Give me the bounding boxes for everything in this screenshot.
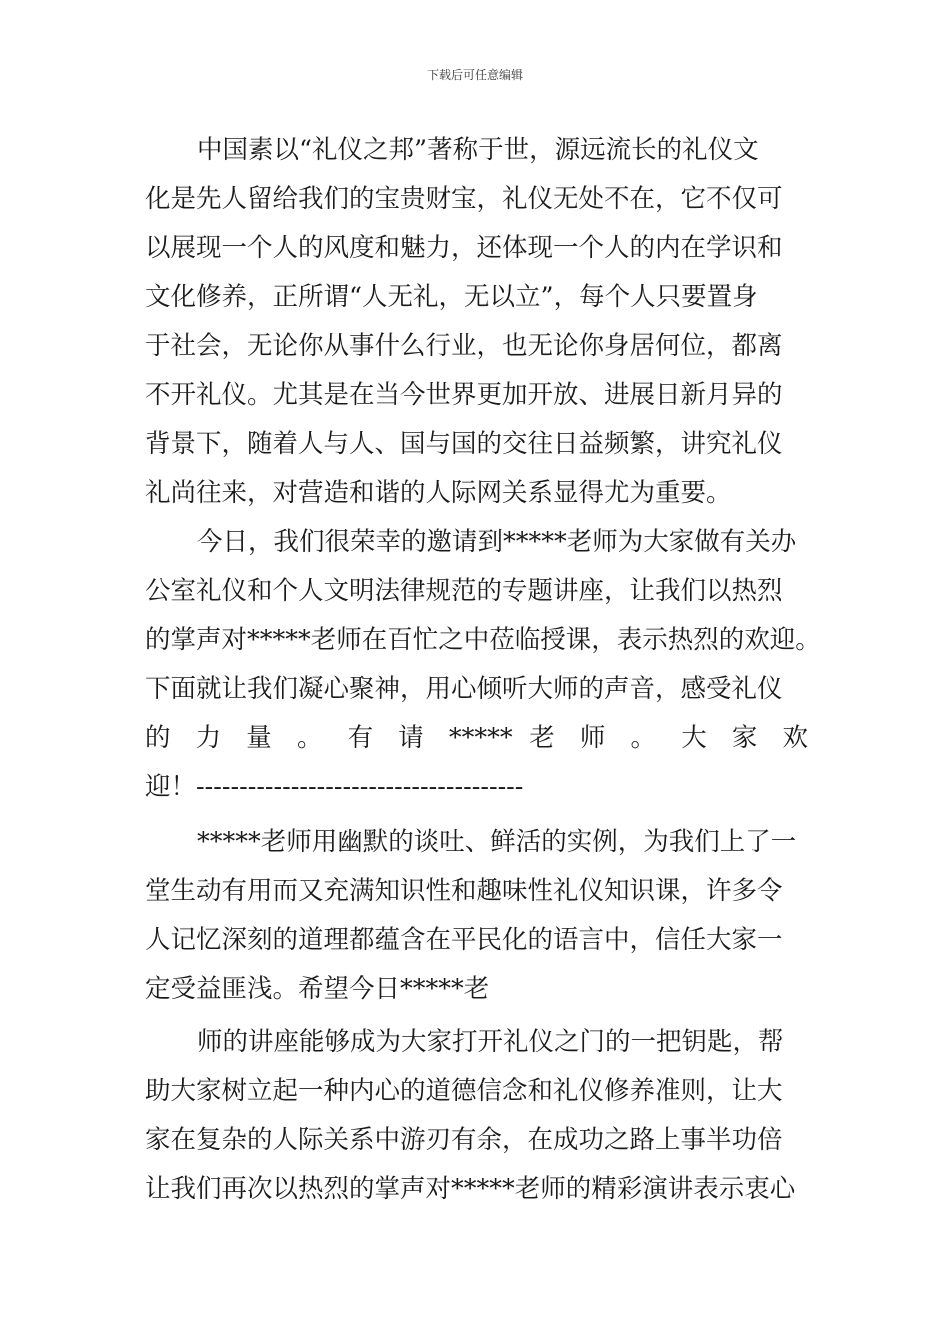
paragraph-3 bbox=[145, 818, 808, 1014]
text-line: 背景下，随着人与人、国与国的交往日益频繁，讲究礼仪 bbox=[145, 429, 783, 459]
text-line: 堂生动有用而又充满知识性和趣味性礼仪知识课，许多令 bbox=[145, 876, 783, 906]
paragraph-1 bbox=[145, 126, 808, 518]
text-line: 师的讲座能够成为大家打开礼仪之门的一把钥匙，帮 bbox=[197, 1027, 784, 1057]
text-line: 家在复杂的人际关系中游刃有余，在成功之路上事半功倍 bbox=[145, 1125, 783, 1155]
text-line: 于社会，无论你从事什么行业，也无论你身居何位，都离 bbox=[145, 331, 783, 361]
text-line: 礼尚往来，对营造和谐的人际网关系显得尤为重要。 bbox=[145, 478, 732, 508]
text-line: 中国素以“礼仪之邦”著称于世，源远流长的礼仪文 bbox=[197, 135, 759, 165]
document-body bbox=[145, 126, 821, 1214]
text-line: 今日，我们很荣幸的邀请到*****老师为大家做有关办 bbox=[197, 527, 797, 557]
paragraph-4 bbox=[145, 1018, 808, 1214]
text-line: 以展现一个人的风度和魅力，还体现一个人的内在学识和 bbox=[145, 233, 783, 263]
text-line: 助大家树立起一种内心的道德信念和礼仪修养准则，让大 bbox=[145, 1076, 783, 1106]
text-line: *****老师用幽默的谈吐、鲜活的实例，为我们上了一 bbox=[197, 827, 797, 857]
paragraph-2 bbox=[145, 518, 821, 812]
text-line: 文化修养，正所谓“人无礼，无以立”，每个人只要置身 bbox=[145, 282, 758, 312]
page-header: 下载后可任意编辑 bbox=[426, 68, 523, 82]
text-line: 下面就让我们凝心聚神，用心倾听大师的声音，感受礼仪 bbox=[145, 674, 783, 704]
text-line: 人记忆深刻的道理都蕴含在平民化的语言中，信任大家一 bbox=[145, 925, 783, 955]
text-line: 的 力 量 。 有 请 ***** 老 师 。 大 家 欢 bbox=[145, 723, 808, 753]
text-line: 迎！-------------------------------------- bbox=[145, 772, 524, 802]
text-line: 化是先人留给我们的宝贵财宝，礼仪无处不在，它不仅可 bbox=[145, 184, 783, 214]
text-line: 定受益匪浅。希望今日*****老 bbox=[145, 974, 490, 1004]
text-line: 不开礼仪。尤其是在当今世界更加开放、进展日新月异的 bbox=[145, 380, 783, 410]
text-line: 的掌声对*****老师在百忙之中莅临授课，表示热烈的欢迎。 bbox=[145, 625, 821, 655]
text-line: 公室礼仪和个人文明法律规范的专题讲座，让我们以热烈 bbox=[145, 576, 783, 606]
text-line: 让我们再次以热烈的掌声对*****老师的精彩演讲表示衷心 bbox=[145, 1174, 796, 1204]
